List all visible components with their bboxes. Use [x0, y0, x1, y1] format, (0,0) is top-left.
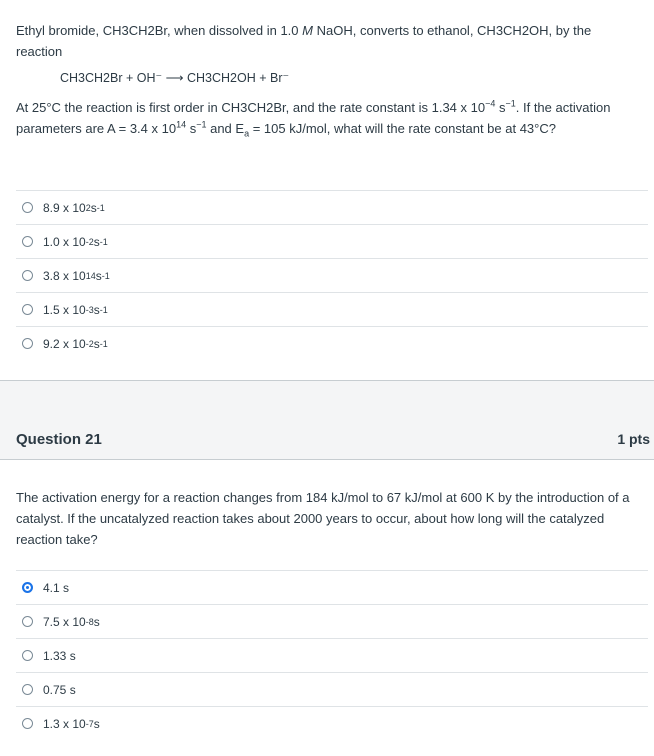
- answer-option[interactable]: 1.3 x 10 -7 s: [16, 706, 648, 740]
- radio-button[interactable]: [22, 304, 33, 315]
- radio-button-selected[interactable]: [22, 582, 33, 593]
- reaction-equation: CH3CH2Br + OH⁻ ⟶ CH3CH2OH + Br⁻: [60, 71, 290, 85]
- radio-button[interactable]: [22, 650, 33, 661]
- answer-option[interactable]: 0.75 s: [16, 672, 648, 706]
- question-21-text: The activation energy for a reaction changes from 184 kJ/mol to 67 kJ/mol at 600 K by the introduction of a catalyst. If the uncatalyzed reaction takes about 2000 years to occur, about how long will the catalyzed reaction take?: [16, 490, 630, 547]
- answer-option[interactable]: 4.1 s: [16, 570, 648, 604]
- question-points: 1 pts: [617, 431, 650, 447]
- question-divider: [0, 380, 654, 420]
- radio-button[interactable]: [22, 718, 33, 729]
- answer-option[interactable]: 8.9 x 10 2 s -1: [16, 190, 648, 224]
- radio-button[interactable]: [22, 236, 33, 247]
- radio-button[interactable]: [22, 616, 33, 627]
- answer-option[interactable]: 1.33 s: [16, 638, 648, 672]
- question-title: Question 21: [16, 431, 102, 448]
- answer-option[interactable]: 3.8 x 10 14 s -1: [16, 258, 648, 292]
- answer-option[interactable]: 1.0 x 10 -2 s -1: [16, 224, 648, 258]
- radio-button[interactable]: [22, 684, 33, 695]
- question-21-header: [0, 419, 654, 460]
- question-20-intro: Ethyl bromide, CH3CH2Br, when dissolved in 1.0 M NaOH, converts to ethanol, CH3CH2OH, by the reaction: [16, 23, 592, 59]
- answer-option[interactable]: 9.2 x 10 -2 s -1: [16, 326, 648, 360]
- question-20-body: At 25°C the reaction is first order in CH3CH2Br, and the rate constant is 1.34 x $10^{-4}$ $s^{-1}$. If the activation parameters are A = 3.4 x $10^{14}$ $s^{-1}$ and $E_a = 105$ kJ/mol, what will the rate constant be at 43°C?: [16, 98, 611, 139]
- question-21-answers: [16, 570, 648, 740]
- answer-option[interactable]: 1.5 x 10 -3 s -1: [16, 292, 648, 326]
- radio-button[interactable]: [22, 270, 33, 281]
- answer-option[interactable]: 7.5 x 10 -8 s: [16, 604, 648, 638]
- radio-button[interactable]: [22, 338, 33, 349]
- radio-button[interactable]: [22, 202, 33, 213]
- question-20-answers: [16, 190, 648, 360]
- question-20-text: [16, 20, 636, 139]
